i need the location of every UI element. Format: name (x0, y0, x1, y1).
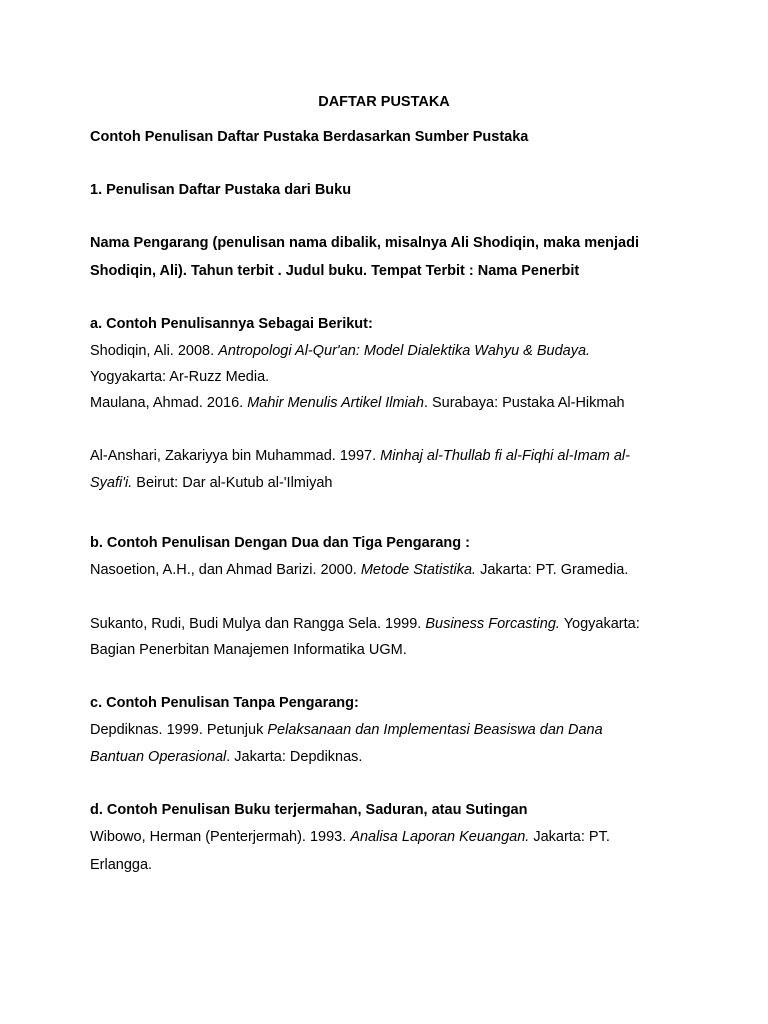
ref-publisher: . Jakarta: Depdiknas. (226, 749, 363, 765)
format-line-1: Nama Pengarang (penulisan nama dibalik, misalnya Ali Shodiqin, maka menjadi (90, 235, 640, 251)
reference-line (90, 561, 628, 579)
reference-line (90, 748, 362, 766)
subsection-heading-a: a. Contoh Penulisannya Sebagai Berikut: (90, 316, 373, 332)
ref-book-title: Antropologi Al-Qur'an: Model Dialektika Wahyu & Budaya. (218, 343, 591, 359)
ref-publisher: Jakarta: PT. Gramedia. (476, 562, 629, 578)
reference-line (90, 828, 610, 846)
ref-author-year: Nasoetion, A.H., dan Ahmad Barizi. 2000. (90, 562, 361, 578)
subtitle: Contoh Penulisan Daftar Pustaka Berdasarkan Sumber Pustaka (90, 129, 529, 145)
ref-book-title: Business Forcasting. (425, 616, 560, 632)
ref-publisher: Yogyakarta: (559, 616, 640, 632)
reference-line (90, 394, 625, 412)
ref-author-year: Shodiqin, Ali. 2008. (90, 343, 219, 359)
ref-publisher: Beirut: Dar al-Kutub al-'Ilmiyah (132, 475, 333, 491)
ref-book-title: Mahir Menulis Artikel Ilmiah (247, 395, 424, 411)
reference-line (90, 447, 630, 465)
page-title: DAFTAR PUSTAKA (318, 94, 450, 110)
format-line-2: Shodiqin, Ali). Tahun terbit . Judul buku. Tempat Terbit : Nama Penerbit (90, 263, 580, 279)
ref-publisher: . Surabaya: Pustaka Al-Hikmah (423, 395, 625, 411)
ref-book-title: Minhaj al-Thullab fi al-Fiqhi al-Imam al- (380, 448, 630, 464)
reference-line (90, 474, 332, 492)
ref-book-title: Metode Statistika. (360, 562, 477, 578)
subsection-heading-b: b. Contoh Penulisan Dengan Dua dan Tiga Pengarang : (90, 535, 470, 551)
ref-author-year: Al-Anshari, Zakariyya bin Muhammad. 1997. (90, 448, 381, 464)
subsection-heading-c: c. Contoh Penulisan Tanpa Pengarang: (90, 695, 359, 711)
reference-line: Yogyakarta: Ar-Ruzz Media. (90, 369, 270, 385)
section-heading-books: 1. Penulisan Daftar Pustaka dari Buku (90, 182, 352, 198)
ref-book-title: Pelaksanaan dan Implementasi Beasiswa dan Dana (267, 722, 603, 738)
ref-book-title: Bantuan Operasional (90, 749, 227, 765)
subsection-heading-d: d. Contoh Penulisan Buku terjermahan, Saduran, atau Sutingan (90, 802, 528, 818)
ref-author-year: Maulana, Ahmad. 2016. (90, 395, 248, 411)
ref-book-title: Syafi'i. (90, 475, 133, 491)
reference-line (90, 721, 603, 739)
ref-publisher: Jakarta: PT. (529, 829, 610, 845)
ref-author-year: Wibowo, Herman (Penterjermah). 1993. (90, 829, 351, 845)
reference-line (90, 615, 640, 633)
ref-book-title: Analisa Laporan Keuangan. (350, 829, 530, 845)
ref-author-year: Sukanto, Rudi, Budi Mulya dan Rangga Sela. 1999. (90, 616, 426, 632)
ref-author-year: Depdiknas. 1999. Petunjuk (90, 722, 268, 738)
reference-line: Bagian Penerbitan Manajemen Informatika UGM. (90, 642, 407, 658)
reference-line (90, 342, 590, 360)
reference-line: Erlangga. (90, 857, 153, 873)
